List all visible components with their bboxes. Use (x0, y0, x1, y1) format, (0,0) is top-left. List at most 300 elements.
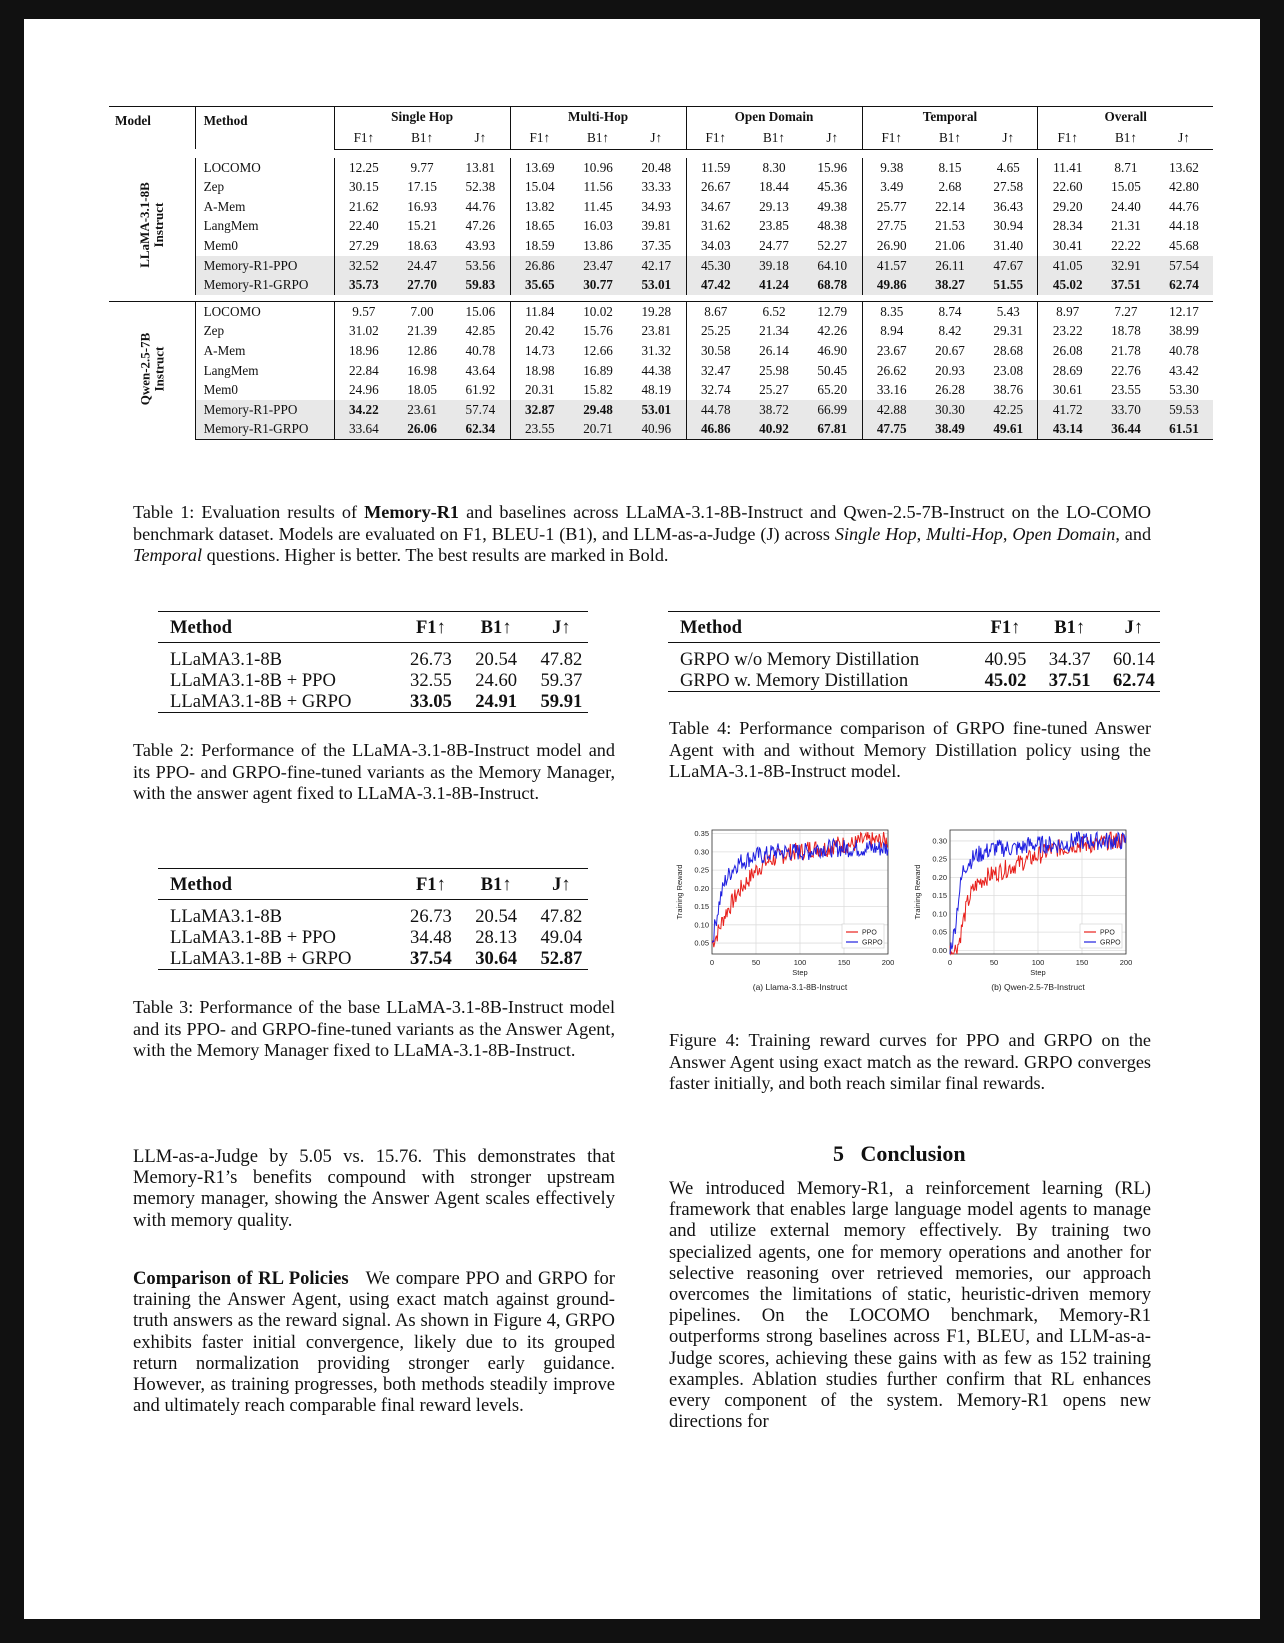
value-cell: 62.74 (1096, 670, 1160, 692)
value-cell: 24.47 (393, 256, 451, 276)
table-row (158, 691, 588, 713)
method-cell: Zep (195, 177, 334, 197)
value-cell: 45.30 (686, 256, 745, 276)
value-cell: 62.74 (1155, 275, 1213, 295)
value-cell: 38.76 (993, 382, 1024, 398)
paragraph-heading: Comparison of RL Policies (133, 1268, 349, 1289)
group-header: Multi-Hop (510, 107, 686, 127)
value-cell: 26.67 (686, 177, 745, 197)
value-cell: 45.68 (1169, 237, 1199, 253)
value-cell: 22.40 (334, 216, 393, 236)
value-cell: 9.38 (862, 158, 921, 178)
value-cell: 23.81 (641, 323, 672, 339)
header-model: Model (115, 113, 151, 128)
value-cell: 23.08 (993, 362, 1024, 378)
value-cell: 26.08 (1038, 341, 1097, 361)
value-cell: 8.94 (862, 321, 921, 341)
value-cell: 32.87 (510, 400, 569, 420)
value-cell: 40.78 (465, 342, 496, 358)
value-cell: 21.62 (334, 197, 393, 217)
value-cell: 24.96 (334, 380, 393, 400)
column-header: Method (158, 869, 392, 900)
method-cell: GRPO w/o Memory Distillation (680, 649, 920, 670)
value-cell: 27.58 (993, 179, 1024, 195)
column-header: J↑ (1096, 612, 1160, 643)
header-method: Method (195, 107, 334, 150)
x-tick-label: 0 (709, 958, 715, 967)
value-cell: 23.61 (393, 400, 451, 420)
value-cell: 30.94 (993, 218, 1024, 234)
x-tick-label: 0 (947, 958, 953, 967)
value-cell: 61.51 (1155, 419, 1213, 439)
value-cell: 8.67 (686, 301, 745, 321)
metric-header: F1↑ (862, 127, 921, 150)
value-cell: 30.77 (569, 275, 627, 295)
value-cell: 34.93 (641, 198, 672, 214)
value-cell: 24.40 (1111, 198, 1141, 214)
x-tick-label: 200 (881, 958, 895, 967)
value-cell: 24.77 (759, 237, 789, 253)
method-cell: Memory-R1-PPO (195, 256, 334, 276)
x-tick-label: 150 (837, 958, 851, 967)
metric-header: F1↑ (334, 127, 393, 150)
value-cell: 49.04 (540, 927, 583, 948)
value-cell: 12.79 (803, 301, 862, 321)
table-4-caption: Table 4: Performance comparison of GRPO fine-tuned Answer Agent with and without Memory Distillation policy using the LLaMA-3.1-8B-Instruct model. (669, 718, 1151, 781)
x-axis-label: Step (1030, 968, 1046, 977)
value-cell: 9.57 (334, 301, 393, 321)
value-cell: 66.99 (803, 400, 862, 420)
method-cell: LLaMA3.1-8B + GRPO (158, 691, 392, 713)
table-row (109, 236, 1213, 256)
table-row (158, 670, 588, 691)
value-cell: 47.82 (540, 906, 583, 927)
body-paragraph: LLM-as-a-Judge by 5.05 vs. 15.76. This demonstrates that Memory-R1’s benefits compound with stronger upstream memory manager, showing the Answer Agent scales effectively with memory quality. (133, 1146, 615, 1231)
table-4 (668, 611, 1160, 692)
figure-4 (668, 818, 1148, 1018)
value-cell: 47.82 (540, 649, 583, 670)
value-cell: 25.25 (686, 321, 745, 341)
table-row (109, 301, 1213, 321)
value-cell: 30.61 (1038, 380, 1097, 400)
metric-header: B1↑ (745, 127, 803, 150)
value-cell: 20.48 (641, 159, 672, 175)
value-cell: 52.38 (465, 179, 496, 195)
y-tick-label: 0.30 (694, 847, 709, 857)
table-row (109, 341, 1213, 361)
value-cell: 35.73 (334, 275, 393, 295)
value-cell: 53.01 (627, 275, 686, 295)
table-row (158, 948, 588, 970)
y-tick-label: 0.35 (694, 829, 709, 839)
chart-title: (a) Llama-3.1-8B-Instruct (752, 982, 848, 992)
value-cell: 45.02 (1038, 275, 1097, 295)
value-cell: 11.45 (583, 198, 613, 214)
value-cell: 18.05 (407, 382, 437, 398)
metric-header: J↑ (451, 127, 510, 150)
method-cell: Zep (195, 321, 334, 341)
value-cell: 40.95 (984, 649, 1027, 670)
value-cell: 21.06 (935, 237, 965, 253)
value-cell: 21.31 (1111, 218, 1141, 234)
value-cell: 10.96 (583, 159, 613, 175)
value-cell: 21.34 (759, 323, 789, 339)
chart-title: (b) Qwen-2.5-7B-Instruct (991, 982, 1085, 992)
value-cell: 29.31 (993, 323, 1024, 339)
value-cell: 19.28 (627, 301, 686, 321)
table-1 (109, 106, 1213, 440)
value-cell: 43.64 (465, 362, 496, 378)
value-cell: 18.65 (510, 216, 569, 236)
value-cell: 52.27 (817, 237, 848, 253)
legend-label: GRPO (862, 939, 883, 947)
value-cell: 47.67 (979, 256, 1038, 276)
value-cell: 15.06 (451, 301, 510, 321)
value-cell: 37.51 (1097, 275, 1155, 295)
value-cell: 22.22 (1111, 237, 1141, 253)
value-cell: 28.69 (1038, 361, 1097, 381)
value-cell: 29.13 (759, 198, 789, 214)
value-cell: 34.22 (334, 400, 393, 420)
x-tick-label: 50 (751, 958, 761, 967)
value-cell: 15.76 (583, 323, 613, 339)
value-cell: 3.49 (862, 177, 921, 197)
value-cell: 59.83 (451, 275, 510, 295)
value-cell: 42.88 (862, 400, 921, 420)
value-cell: 33.64 (334, 419, 393, 439)
group-header: Temporal (862, 107, 1038, 127)
y-tick-label: 0.15 (694, 902, 709, 912)
value-cell: 42.80 (1169, 179, 1199, 195)
value-cell: 21.78 (1111, 342, 1141, 358)
value-cell: 8.42 (938, 323, 962, 339)
value-cell: 57.54 (1155, 256, 1213, 276)
value-cell: 12.86 (407, 342, 437, 358)
column-header: F1↑ (967, 612, 1031, 643)
model-label: Qwen-2.5-7B Instruct (109, 301, 195, 439)
method-cell: A-Mem (195, 341, 334, 361)
table-header-row (158, 869, 588, 900)
value-cell: 51.55 (979, 275, 1038, 295)
value-cell: 40.96 (627, 419, 686, 439)
value-cell: 33.05 (392, 691, 457, 713)
legend-label: PPO (862, 929, 877, 937)
value-cell: 15.82 (583, 382, 613, 398)
value-cell: 34.48 (410, 927, 452, 948)
y-tick-label: 0.15 (932, 891, 947, 901)
table-row (668, 643, 1160, 671)
value-cell: 42.25 (979, 400, 1038, 420)
table-1-caption: Table 1: Evaluation results of Memory-R1 and baselines across LLaMA-3.1-8B-Instruct and Qwen-2.5-7B-Instruct on the LO-COMO benchmark dataset. Models are evaluated on F1, BLEU-1 (B1), and LLM-as-a-Judge (J) across Single Hop, Multi-Hop, Open Domain, and Temporal questions. Higher is better. The best results are marked in Bold. (133, 502, 1152, 565)
value-cell: 18.96 (334, 341, 393, 361)
value-cell: 26.90 (862, 236, 921, 256)
column-header: Method (158, 612, 392, 643)
value-cell: 18.78 (1111, 323, 1141, 339)
table-row (109, 158, 1213, 178)
value-cell: 28.13 (475, 927, 518, 948)
value-cell: 40.78 (1169, 342, 1199, 358)
value-cell: 43.42 (1169, 362, 1199, 378)
y-tick-label: 0.30 (932, 836, 947, 846)
value-cell: 46.90 (817, 342, 848, 358)
y-axis-label: Training Reward (675, 864, 684, 920)
value-cell: 23.67 (862, 341, 921, 361)
value-cell: 65.20 (817, 382, 848, 398)
value-cell: 17.15 (407, 179, 437, 195)
value-cell: 31.32 (641, 342, 672, 358)
value-cell: 32.52 (334, 256, 393, 276)
table-3 (158, 868, 588, 970)
method-cell: Mem0 (195, 236, 334, 256)
value-cell: 8.30 (762, 159, 786, 175)
value-cell: 15.96 (817, 159, 848, 175)
value-cell: 23.22 (1038, 321, 1097, 341)
value-cell: 2.68 (938, 179, 962, 195)
value-cell: 21.39 (407, 323, 437, 339)
value-cell: 6.52 (745, 301, 803, 321)
value-cell: 47.42 (686, 275, 745, 295)
value-cell: 33.33 (641, 179, 672, 195)
table-row (158, 643, 588, 671)
column-header: J↑ (523, 869, 588, 900)
value-cell: 20.67 (935, 342, 965, 358)
method-cell: LOCOMO (195, 158, 334, 178)
value-cell: 20.31 (510, 380, 569, 400)
value-cell: 57.74 (451, 400, 510, 420)
value-cell: 12.25 (334, 158, 393, 178)
value-cell: 27.29 (334, 236, 393, 256)
value-cell: 16.89 (583, 362, 613, 378)
value-cell: 53.56 (451, 256, 510, 276)
value-cell: 15.05 (1111, 179, 1141, 195)
value-cell: 8.97 (1038, 301, 1097, 321)
value-cell: 33.70 (1097, 400, 1155, 420)
value-cell: 32.47 (686, 361, 745, 381)
value-cell: 16.03 (583, 218, 613, 234)
value-cell: 27.70 (393, 275, 451, 295)
y-tick-label: 0.20 (932, 872, 947, 882)
metric-header: F1↑ (510, 127, 569, 150)
value-cell: 49.61 (979, 419, 1038, 439)
value-cell: 26.62 (862, 361, 921, 381)
conclusion-text: We introduced Memory-R1, a reinforcement learning (RL) framework that enables large language model agents to manage and utilize external memory effectively. By training two specialized agents, one for memory operations and another for selective reasoning over retrieved memories, our approach overcomes the limitations of static, heuristic-driven memory pipelines. On the LOCOMO benchmark, Memory-R1 outperforms strong baselines across F1, BLEU, and LLM-as-a-Judge scores, achieving these gains with as few as 152 training examples. Ablation studies further confirm that RL enhances every component of the system. Memory-R1 opens new directions for (669, 1178, 1151, 1433)
table-header-row (158, 612, 588, 643)
table-row (158, 927, 588, 948)
value-cell: 26.86 (510, 256, 569, 276)
x-tick-label: 100 (793, 958, 807, 967)
section-heading: 5 Conclusion (833, 1141, 966, 1166)
value-cell: 22.14 (935, 198, 965, 214)
value-cell: 16.93 (407, 198, 437, 214)
value-cell: 22.60 (1038, 177, 1097, 197)
value-cell: 22.76 (1111, 362, 1141, 378)
value-cell: 27.75 (862, 216, 921, 236)
y-tick-label: 0.00 (932, 945, 947, 955)
method-cell: GRPO w. Memory Distillation (668, 670, 967, 692)
value-cell: 53.30 (1169, 382, 1199, 398)
value-cell: 18.98 (510, 361, 569, 381)
value-cell: 23.85 (759, 218, 789, 234)
value-cell: 38.72 (745, 400, 803, 420)
metric-header: J↑ (627, 127, 686, 150)
method-cell: A-Mem (195, 197, 334, 217)
value-cell: 67.81 (803, 419, 862, 439)
value-cell: 16.98 (407, 362, 437, 378)
group-header: Open Domain (686, 107, 862, 127)
metric-header: J↑ (979, 127, 1038, 150)
y-tick-label: 0.25 (932, 854, 947, 864)
table-row (109, 380, 1213, 400)
value-cell: 20.42 (510, 321, 569, 341)
value-cell: 38.99 (1169, 323, 1199, 339)
value-cell: 31.62 (686, 216, 745, 236)
value-cell: 47.75 (862, 419, 921, 439)
value-cell: 30.30 (921, 400, 979, 420)
column-header: Method (668, 612, 967, 643)
table-row (109, 361, 1213, 381)
value-cell: 30.64 (458, 948, 523, 970)
value-cell: 44.38 (641, 362, 672, 378)
method-cell: LOCOMO (195, 301, 334, 321)
method-cell: LLaMA3.1-8B (170, 906, 283, 927)
table-row (109, 400, 1213, 420)
value-cell: 34.37 (1048, 649, 1091, 670)
value-cell: 49.38 (817, 198, 848, 214)
model-label: LLaMA-3.1-8B Instruct (136, 182, 166, 268)
value-cell: 23.55 (510, 419, 569, 439)
value-cell: 8.15 (938, 159, 962, 175)
value-cell: 20.54 (475, 906, 518, 927)
value-cell: 30.15 (334, 177, 393, 197)
value-cell: 36.44 (1097, 419, 1155, 439)
value-cell: 44.76 (465, 198, 496, 214)
legend-label: PPO (1100, 929, 1115, 937)
value-cell: 15.21 (407, 218, 437, 234)
value-cell: 18.44 (759, 179, 789, 195)
value-cell: 14.73 (510, 341, 569, 361)
y-tick-label: 0.25 (694, 865, 709, 875)
value-cell: 41.05 (1038, 256, 1097, 276)
table-2 (158, 611, 588, 713)
value-cell: 36.43 (993, 198, 1024, 214)
value-cell: 42.85 (465, 323, 496, 339)
method-cell: LLaMA3.1-8B + GRPO (158, 948, 392, 970)
value-cell: 48.19 (641, 382, 672, 398)
y-tick-label: 0.05 (932, 927, 947, 937)
metric-header: J↑ (803, 127, 862, 150)
value-cell: 26.73 (410, 649, 452, 670)
value-cell: 52.87 (523, 948, 588, 970)
value-cell: 21.53 (935, 218, 965, 234)
method-cell: Memory-R1-GRPO (195, 275, 334, 295)
value-cell: 26.11 (921, 256, 979, 276)
value-cell: 42.26 (817, 323, 848, 339)
y-axis-label: Training Reward (913, 864, 922, 920)
value-cell: 20.71 (569, 419, 627, 439)
value-cell: 38.49 (921, 419, 979, 439)
method-cell: Memory-R1-GRPO (195, 419, 334, 439)
value-cell: 64.10 (803, 256, 862, 276)
metric-header: B1↑ (1097, 127, 1155, 150)
value-cell: 13.86 (583, 237, 613, 253)
body-paragraph: Comparison of RL Policies We compare PPO and GRPO for training the Answer Agent, using exact match against ground-truth answers as the reward signal. As shown in Figure 4, GRPO exhibits faster initial convergence, likely due to its grouped return normalization providing stronger early guidance. However, as training progresses, both methods steadily improve and ultimately reach comparable final reward levels. (133, 1268, 615, 1417)
value-cell: 41.57 (862, 256, 921, 276)
value-cell: 15.04 (510, 177, 569, 197)
value-cell: 59.53 (1155, 400, 1213, 420)
value-cell: 9.77 (410, 159, 434, 175)
value-cell: 4.65 (996, 159, 1020, 175)
value-cell: 26.28 (935, 382, 965, 398)
value-cell: 37.54 (392, 948, 457, 970)
value-cell: 7.27 (1097, 301, 1155, 321)
value-cell: 31.40 (993, 237, 1024, 253)
legend-label: GRPO (1100, 939, 1121, 947)
x-axis-label: Step (792, 968, 808, 977)
x-tick-label: 100 (1031, 958, 1045, 967)
value-cell: 30.41 (1038, 236, 1097, 256)
column-header: B1↑ (458, 869, 523, 900)
value-cell: 42.17 (627, 256, 686, 276)
table-row (109, 321, 1213, 341)
value-cell: 33.16 (862, 380, 921, 400)
value-cell: 32.55 (410, 670, 452, 691)
column-header: J↑ (523, 612, 588, 643)
value-cell: 11.84 (510, 301, 569, 321)
y-tick-label: 0.20 (694, 883, 709, 893)
column-header: F1↑ (392, 869, 457, 900)
value-cell: 37.51 (1032, 670, 1096, 692)
value-cell: 8.74 (921, 301, 979, 321)
value-cell: 44.76 (1169, 198, 1199, 214)
value-cell: 28.34 (1038, 216, 1097, 236)
y-tick-label: 0.10 (932, 909, 947, 919)
value-cell: 59.37 (540, 670, 583, 691)
value-cell: 18.59 (510, 236, 569, 256)
metric-header: F1↑ (686, 127, 745, 150)
value-cell: 41.72 (1038, 400, 1097, 420)
x-tick-label: 150 (1075, 958, 1089, 967)
value-cell: 68.78 (803, 275, 862, 295)
value-cell: 34.03 (686, 236, 745, 256)
value-cell: 12.66 (583, 342, 613, 358)
value-cell: 26.06 (393, 419, 451, 439)
value-cell: 13.82 (510, 197, 569, 217)
value-cell: 8.71 (1114, 159, 1138, 175)
value-cell: 11.59 (686, 158, 745, 178)
value-cell: 7.00 (393, 301, 451, 321)
group-header: Overall (1038, 107, 1213, 127)
column-header: B1↑ (458, 612, 523, 643)
value-cell: 47.26 (465, 218, 496, 234)
table-row (158, 900, 588, 928)
table-3-caption: Table 3: Performance of the base LLaMA-3.1-8B-Instruct model and its PPO- and GRPO-fine-tuned variants as the Answer Agent, with the Memory Manager fixed to LLaMA-3.1-8B-Instruct. (133, 997, 615, 1060)
value-cell: 30.58 (686, 341, 745, 361)
value-cell: 37.35 (641, 237, 672, 253)
table-row (109, 419, 1213, 439)
value-cell: 25.27 (759, 382, 789, 398)
value-cell: 29.48 (569, 400, 627, 420)
column-header: F1↑ (392, 612, 457, 643)
value-cell: 13.62 (1169, 159, 1199, 175)
value-cell: 11.56 (583, 179, 613, 195)
value-cell: 39.18 (745, 256, 803, 276)
x-tick-label: 50 (989, 958, 999, 967)
x-tick-label: 200 (1119, 958, 1133, 967)
value-cell: 50.45 (817, 362, 848, 378)
method-cell: LLaMA3.1-8B (170, 649, 283, 670)
table-row (109, 256, 1213, 276)
method-cell: LLaMA3.1-8B + PPO (170, 670, 336, 691)
